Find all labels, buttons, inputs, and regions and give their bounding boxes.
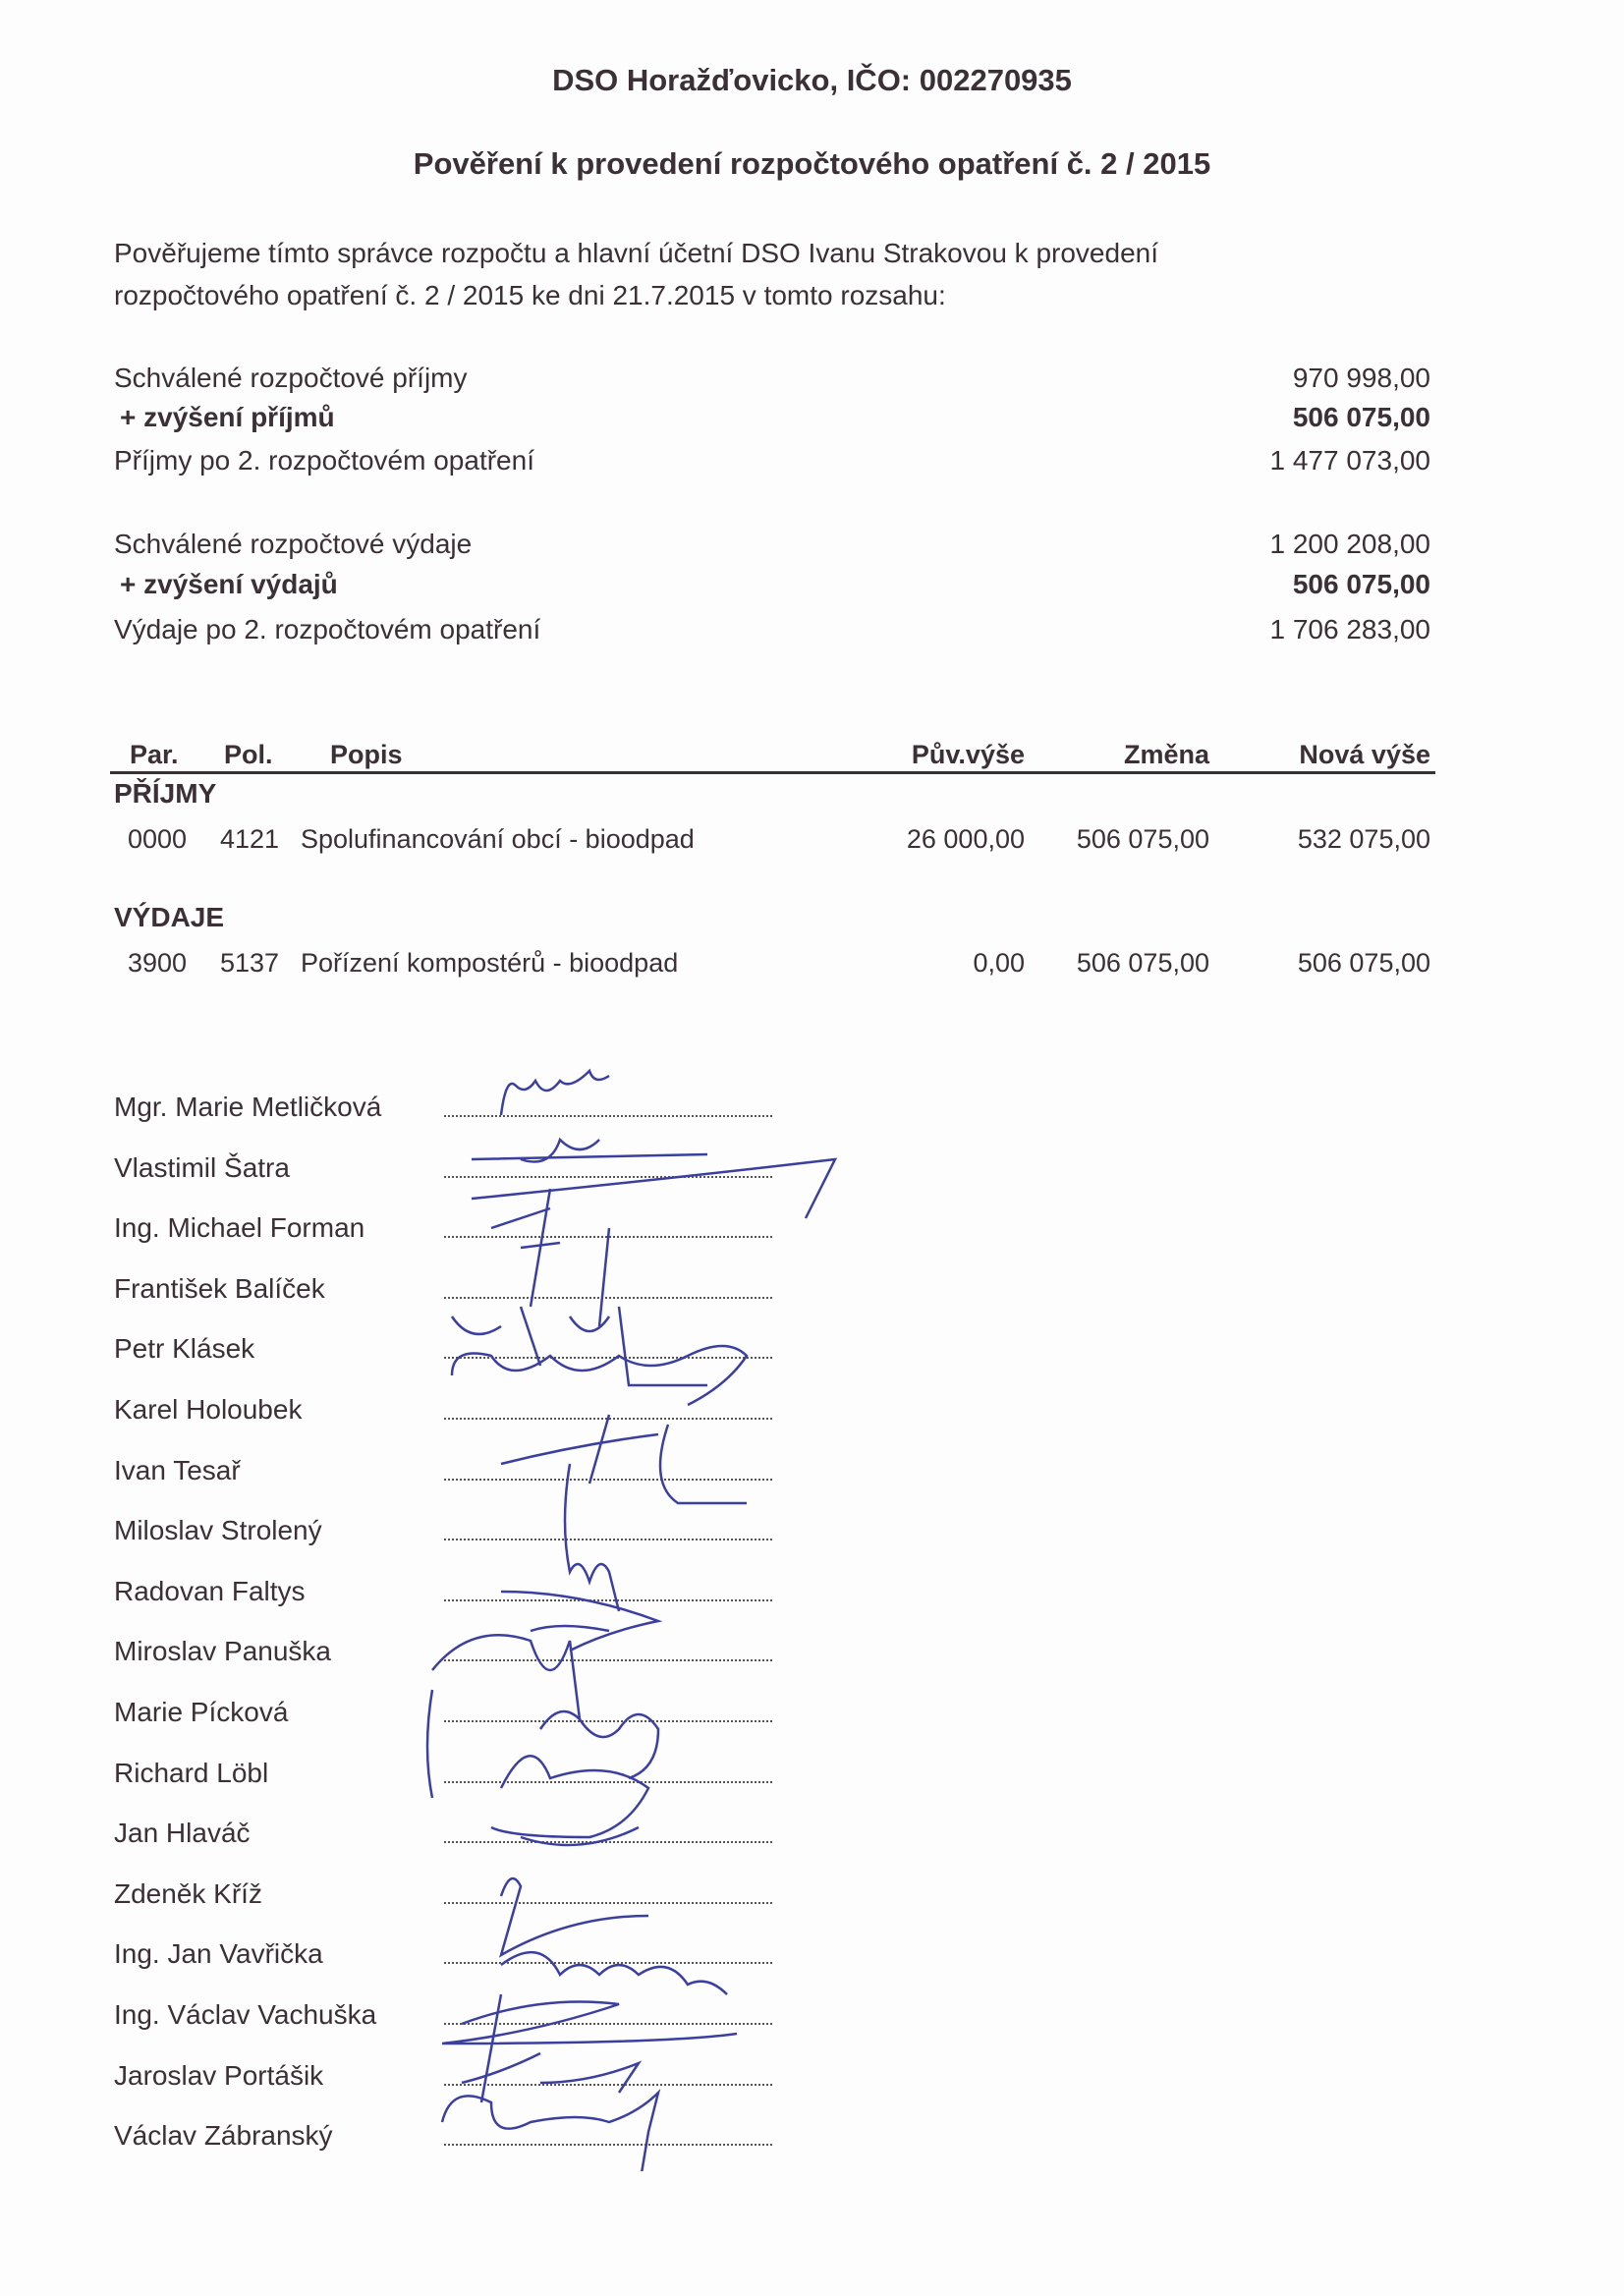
col-pol: Pol. <box>224 740 273 769</box>
col-zmena: Změna <box>1123 740 1209 769</box>
section-title: PŘÍJMY <box>114 778 217 809</box>
table-cell: 506 075,00 <box>1076 824 1209 854</box>
intro-line-2: rozpočtového opatření č. 2 / 2015 ke dni 21.7.2015 v tomto rozsahu: <box>114 280 946 310</box>
table-cell: Spolufinancování obcí - bioodpad <box>301 824 695 854</box>
table-cell: 3900 <box>128 948 188 978</box>
summary-label: Příjmy po 2. rozpočtovém opatření <box>114 445 534 476</box>
summary-value: 1 706 283,00 <box>1269 614 1430 644</box>
signer-name: Jaroslav Portášik <box>114 2059 324 2091</box>
signer-name: Václav Zábranský <box>114 2120 333 2152</box>
signer-name: Vlastimil Šatra <box>114 1151 290 1183</box>
table-cell: 5137 <box>220 948 280 978</box>
summary-label: + zvýšení výdajů <box>120 569 338 599</box>
table-cell: 4121 <box>220 824 280 854</box>
summary-label: Výdaje po 2. rozpočtovém opatření <box>114 614 541 644</box>
signer-name: Ivan Tesař <box>114 1454 241 1485</box>
signer-name: Marie Pícková <box>114 1697 289 1727</box>
col-popis: Popis <box>330 740 403 769</box>
table-cell: 26 000,00 <box>906 824 1025 854</box>
summary-label: + zvýšení příjmů <box>120 402 335 432</box>
table-cell: 506 075,00 <box>1297 948 1430 978</box>
summary-value: 1 477 073,00 <box>1269 445 1430 476</box>
col-puv-vyse: Pův.výše <box>911 740 1025 769</box>
signer-name: František Balíček <box>114 1272 325 1304</box>
summary-value: 506 075,00 <box>1292 569 1430 599</box>
table-cell: 506 075,00 <box>1076 948 1209 978</box>
col-nova-vyse: Nová výše <box>1299 740 1430 769</box>
signer-name: Ing. Václav Vachuška <box>114 1999 377 2030</box>
signer-name: Richard Löbl <box>114 1757 269 1788</box>
signer-name: Mgr. Marie Metličková <box>114 1092 382 1122</box>
signer-name: Miloslav Strolený <box>114 1515 322 1546</box>
document-subtitle: Pověření k provedení rozpočtového opatření č. 2 / 2015 <box>413 146 1211 181</box>
table-cell: 0,00 <box>973 948 1025 978</box>
signer-name: Ing. Michael Forman <box>114 1212 365 1244</box>
signer-name: Jan Hlaváč <box>114 1818 251 1849</box>
section-title: VÝDAJE <box>114 902 225 932</box>
signer-name: Radovan Faltys <box>114 1575 306 1606</box>
summary-value: 506 075,00 <box>1292 402 1430 432</box>
signer-name: Petr Klásek <box>114 1333 255 1365</box>
summary-label: Schválené rozpočtové příjmy <box>114 363 468 393</box>
summary-value: 1 200 208,00 <box>1269 529 1430 559</box>
table-cell: 532 075,00 <box>1297 824 1430 854</box>
signatures-image <box>413 1041 963 2171</box>
signer-name: Miroslav Panuška <box>114 1636 331 1667</box>
header-divider <box>110 771 1435 774</box>
table-cell: Pořízení kompostérů - bioodpad <box>301 948 679 978</box>
summary-value: 970 998,00 <box>1292 363 1430 393</box>
intro-line-1: Pověřujeme tímto správce rozpočtu a hlavní účetní DSO Ivanu Strakovou k provedení <box>114 238 1158 268</box>
table-cell: 0000 <box>128 824 188 854</box>
document-title: DSO Horažďovicko, IČO: 002270935 <box>552 63 1072 97</box>
col-par: Par. <box>130 740 179 769</box>
summary-label: Schválené rozpočtové výdaje <box>114 529 473 559</box>
signer-name: Karel Holoubek <box>114 1394 303 1425</box>
signer-name: Zdeněk Kříž <box>114 1877 262 1909</box>
signer-name: Ing. Jan Vavřička <box>114 1938 323 1970</box>
